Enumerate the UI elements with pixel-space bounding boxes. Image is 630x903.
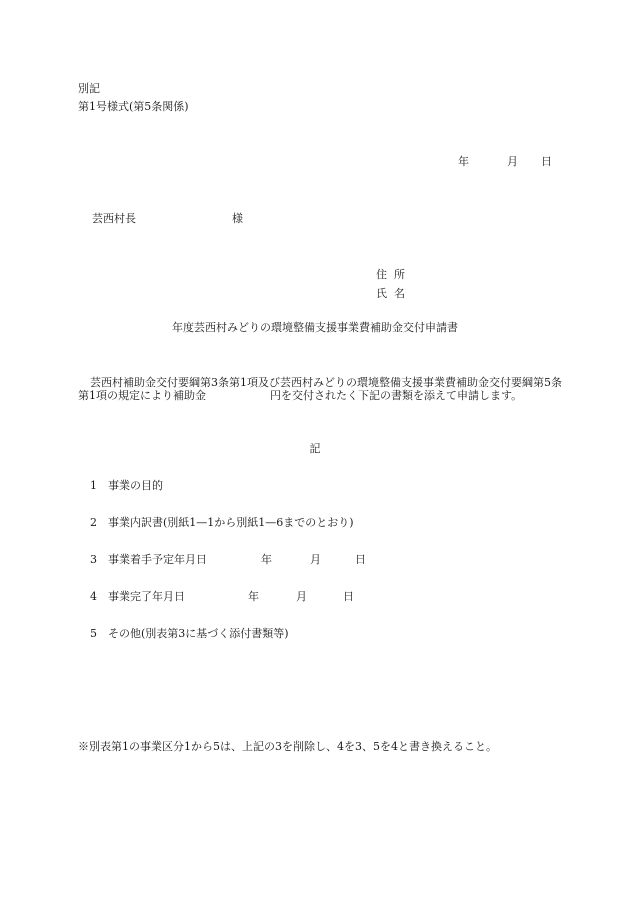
form-number: 第1号様式(第5条関係) — [78, 100, 189, 113]
body-text-part1: 芸西村補助金交付要綱第3条第1項及び芸西村みどりの環境整備支援事業費補助金交付要綱第5条第1項の規定により補助金 — [78, 376, 562, 402]
item-number: 5 — [90, 627, 97, 640]
item-number: 1 — [90, 479, 97, 492]
item4-month-label: 月 — [296, 590, 307, 603]
applicant-address-label: 住所 — [376, 268, 412, 281]
application-body — [78, 376, 562, 402]
item-number: 3 — [90, 553, 97, 566]
list-item — [90, 517, 354, 528]
item-text: 事業着手予定年月日 — [108, 553, 207, 566]
document-title: 年度芸西村みどりの環境整備支援事業費補助金交付申請書 — [172, 321, 458, 334]
item3-month-label: 月 — [310, 553, 321, 566]
item3-day-label: 日 — [355, 553, 366, 566]
addressee-title: 芸西村長 — [92, 212, 136, 225]
item-text: 事業の目的 — [108, 479, 163, 492]
item-text: その他(別表第3に基づく添付書類等) — [108, 627, 289, 640]
list-item — [90, 628, 289, 639]
item-number: 4 — [90, 590, 97, 603]
annex-label: 別記 — [78, 82, 100, 95]
item-text: 事業内訳書(別紙1—1から別紙1—6までのとおり) — [108, 516, 354, 529]
list-item — [90, 554, 207, 565]
body-text-part2: 円を交付されたく下記の書類を添えて申請します。 — [270, 389, 523, 402]
date-year-label: 年 — [458, 155, 469, 168]
list-item — [90, 591, 185, 602]
item3-year-label: 年 — [261, 553, 272, 566]
addressee-honorific: 様 — [232, 212, 243, 225]
footnote: ※別表第1の事業区分1から5は、上記の3を削除し、4を3、5を4と書き換えること。 — [78, 740, 497, 753]
item-text: 事業完了年月日 — [108, 590, 185, 603]
list-item — [90, 480, 163, 491]
applicant-name-label: 氏名 — [376, 287, 412, 300]
item4-day-label: 日 — [343, 590, 354, 603]
item4-year-label: 年 — [248, 590, 259, 603]
ki-heading: 記 — [309, 442, 321, 455]
item-number: 2 — [90, 516, 97, 529]
date-day-label: 日 — [541, 155, 552, 168]
date-month-label: 月 — [507, 155, 518, 168]
